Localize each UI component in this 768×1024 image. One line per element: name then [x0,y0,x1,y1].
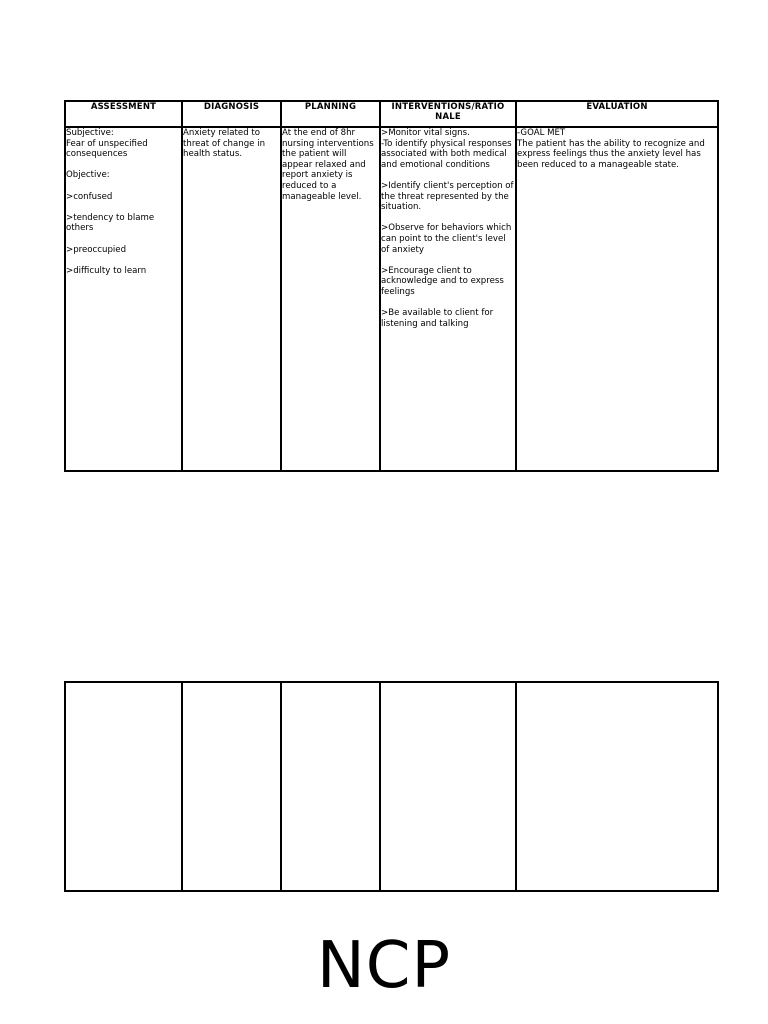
header-assessment: ASSESSMENT [65,101,182,127]
blank-cell [380,682,516,891]
diagnosis-cell [182,127,281,471]
subjective-text: Fear of unspecified consequences [66,138,148,160]
header-planning: PLANNING [281,101,380,127]
page-title: NCP [316,929,452,1003]
evaluation-status: -GOAL MET [517,128,566,138]
header-row [65,101,718,127]
assessment-item: >difficulty to learn [66,265,147,276]
header-evaluation: EVALUATION [516,101,718,127]
evaluation-cell [516,127,718,471]
intervention-item: >Be available to client for listening and talking [381,308,494,329]
intervention-item: >Monitor vital signs. [381,128,470,138]
intervention-rationale: -To identify physical responses associated with both medical and emotional conditions [381,138,512,170]
blank-cell [65,682,182,891]
objective-label: Objective: [66,170,110,181]
interventions-cell [380,127,516,471]
blank-care-plan-table [64,681,719,892]
planning-text: At the end of 8hr nursing interventions the patient will appear relaxed and report anxiety is reduced to a manageable level. [282,128,374,202]
intervention-item: >Observe for behaviors which can point to the client's level of anxiety [381,223,512,255]
blank-cell [281,682,380,891]
subjective-label: Subjective: [66,128,114,138]
assessment-item: >preoccupied [66,244,127,255]
planning-cell [281,127,380,471]
header-interventions: INTERVENTIONS/RATIO NALE [380,101,516,127]
blank-cell [182,682,281,891]
evaluation-text: The patient has the ability to recognize and express feelings thus the anxiety level has been reduced to a manageable state. [517,138,705,170]
intervention-item: >Identify client's perception of the threat represented by the situation. [381,180,514,213]
blank-cell [516,682,718,891]
header-diagnosis: DIAGNOSIS [182,101,281,127]
assessment-item: >confused [66,191,113,202]
content-row [65,127,718,471]
care-plan-table [64,100,719,472]
diagnosis-text: Anxiety related to threat of change in health status. [183,128,266,160]
assessment-cell [65,127,182,471]
blank-row [65,682,718,891]
intervention-item: >Encourage client to acknowledge and to express feelings [381,265,504,297]
assessment-item: >tendency to blame others [66,212,155,234]
